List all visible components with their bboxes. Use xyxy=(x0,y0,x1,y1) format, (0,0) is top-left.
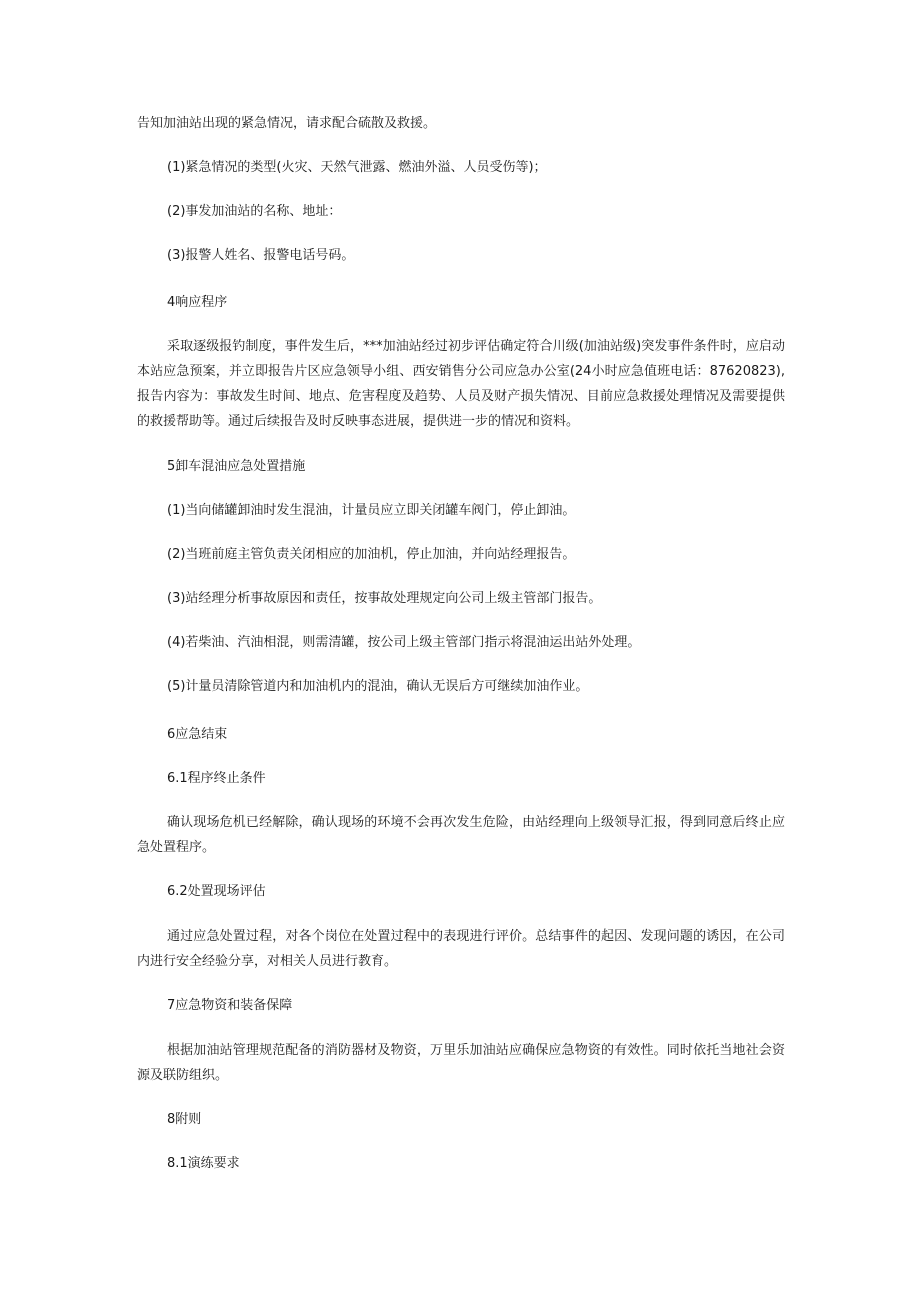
list-item-reporter: (3)报警人姓名、报警电话号码。 xyxy=(167,248,355,263)
paragraph-termination-conditions: 确认现场危机已经解除，确认现场的环境不会再次发生危险，由站经理向上级领导汇报，得到同意后终止应急处置程序。 xyxy=(137,815,785,855)
section-heading-4: 4响应程序 xyxy=(167,295,228,310)
list-item-emergency-type: (1)紧急情况的类型(火灾、天然气泄露、燃油外溢、人员受伤等)； xyxy=(167,160,547,175)
subsection-heading-6-2: 6.2处置现场评估 xyxy=(167,884,266,899)
section-heading-8: 8附则 xyxy=(167,1112,202,1127)
paragraph-site-evaluation: 通过应急处置过程，对各个岗位在处置过程中的表现进行评价。总结事件的起因、发现问题的诱因，在公司内进行安全经验分享，对相关人员进行教育。 xyxy=(137,929,785,969)
section-heading-6: 6应急结束 xyxy=(167,727,228,742)
paragraph-supplies: 根据加油站管理规范配备的消防器材及物资，万里乐加油站应确保应急物资的有效性。同时依托当地社会资源及联防组织。 xyxy=(137,1043,785,1083)
section-heading-5: 5卸车混油应急处置措施 xyxy=(167,459,306,474)
list-item-5-5: (5)计量员清除管道内和加油机内的混油，确认无误后方可继续加油作业。 xyxy=(167,679,589,694)
paragraph-response-procedure: 采取逐级报钓制度，事件发生后，***加油站经过初步评估确定符合川级(加油站级)突发事件条件时，应启动本站应急预案，并立即报告片区应急领导小组、西安销售分公司应急办公室(24小时应急值班电话：87620823),报告内容为：事故发生时间、地点、危害程度及趋势、人员及财产损失情况、目前应急救援处理情况及需要提供的救援帮助等。通过后续报告及时反映事态进展，提供进一步的情况和资料。 xyxy=(137,339,785,429)
list-item-5-1: (1)当向储罐卸油时发生混油，计量员应立即关闭罐车阀门，停止卸油。 xyxy=(167,503,576,518)
list-item-station-name: (2)事发加油站的名称、地址： xyxy=(167,204,342,219)
list-item-5-3: (3)站经理分析事故原因和责任，按事故处理规定向公司上级主管部门报告。 xyxy=(167,591,602,606)
subsection-heading-8-1: 8.1演练要求 xyxy=(167,1156,240,1171)
list-item-5-4: (4)若柴油、汽油相混，则需清罐，按公司上级主管部门指示将混油运出站外处理。 xyxy=(167,635,641,650)
section-heading-7: 7应急物资和装备保障 xyxy=(167,998,293,1013)
subsection-heading-6-1: 6.1程序终止条件 xyxy=(167,771,266,786)
text-line-evacuation: 告知加油站出现的紧急情况，请求配合硫散及救援。 xyxy=(137,116,437,131)
list-item-5-2: (2)当班前庭主管负责关闭相应的加油机，停止加油，并向站经理报告。 xyxy=(167,547,576,562)
